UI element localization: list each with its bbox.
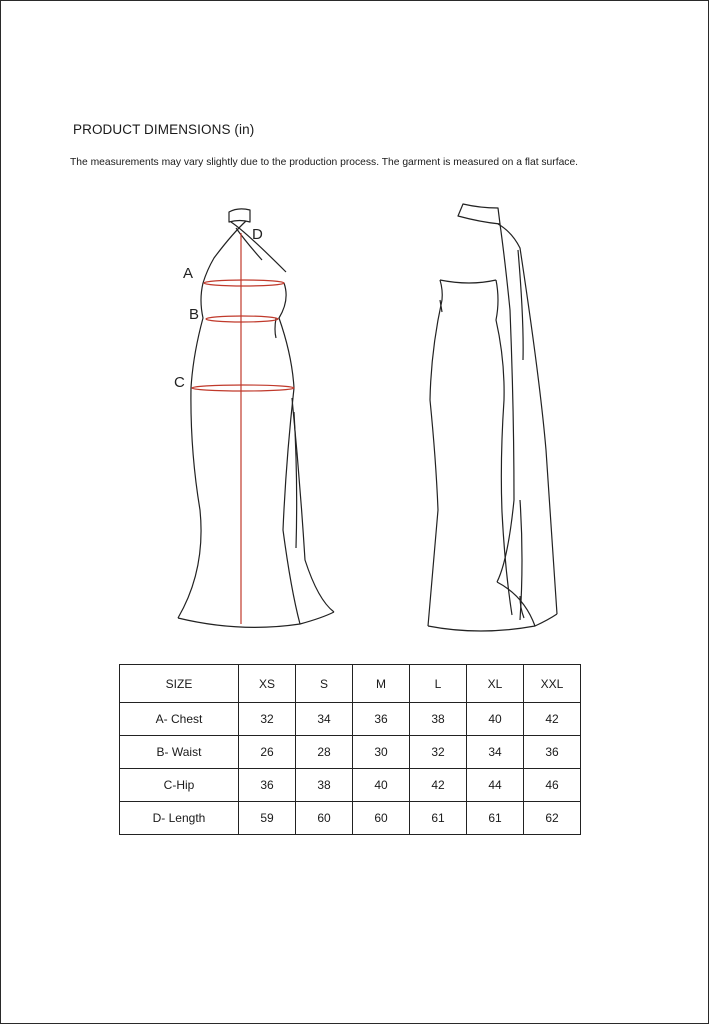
header-cell: S — [296, 665, 353, 703]
table-cell: 32 — [239, 703, 296, 736]
table-row — [120, 802, 581, 835]
row-label: D- Length — [120, 802, 239, 835]
table-row — [120, 736, 581, 769]
page-title: PRODUCT DIMENSIONS (in) — [73, 122, 255, 137]
table-cell: 61 — [467, 802, 524, 835]
header-cell: M — [353, 665, 410, 703]
label-b: B — [189, 306, 200, 323]
table-header-row — [120, 665, 581, 703]
header-cell: XL — [467, 665, 524, 703]
table-cell: 61 — [410, 802, 467, 835]
row-label: A- Chest — [120, 703, 239, 736]
table-cell: 40 — [467, 703, 524, 736]
table-cell: 34 — [467, 736, 524, 769]
table-cell: 34 — [296, 703, 353, 736]
label-a: A — [183, 265, 194, 282]
header-cell: SIZE — [120, 665, 239, 703]
label-d: D — [252, 226, 263, 243]
table-cell: 40 — [353, 769, 410, 802]
header-cell: XXL — [524, 665, 581, 703]
table-row — [120, 769, 581, 802]
table-cell: 38 — [296, 769, 353, 802]
header-cell: XS — [239, 665, 296, 703]
table-cell: 59 — [239, 802, 296, 835]
table-cell: 36 — [239, 769, 296, 802]
table-cell: 42 — [410, 769, 467, 802]
measurement-lines — [192, 233, 294, 624]
header-cell: L — [410, 665, 467, 703]
measurement-note: The measurements may vary slightly due to the production process. The garment is measured on a flat surface. — [70, 157, 579, 168]
table-cell: 60 — [296, 802, 353, 835]
row-label: C-Hip — [120, 769, 239, 802]
table-cell: 38 — [410, 703, 467, 736]
table-cell: 60 — [353, 802, 410, 835]
table-cell: 36 — [524, 736, 581, 769]
table-cell: 42 — [524, 703, 581, 736]
label-c: C — [174, 374, 185, 391]
row-label: B- Waist — [120, 736, 239, 769]
table-cell: 32 — [410, 736, 467, 769]
table-cell: 30 — [353, 736, 410, 769]
table-cell: 36 — [353, 703, 410, 736]
table-cell: 44 — [467, 769, 524, 802]
table-cell: 26 — [239, 736, 296, 769]
dress-back-view — [428, 204, 557, 631]
dress-front-view — [178, 209, 334, 628]
table-cell: 62 — [524, 802, 581, 835]
table-cell: 46 — [524, 769, 581, 802]
size-chart-table — [119, 664, 581, 835]
table-cell: 28 — [296, 736, 353, 769]
table-row — [120, 703, 581, 736]
